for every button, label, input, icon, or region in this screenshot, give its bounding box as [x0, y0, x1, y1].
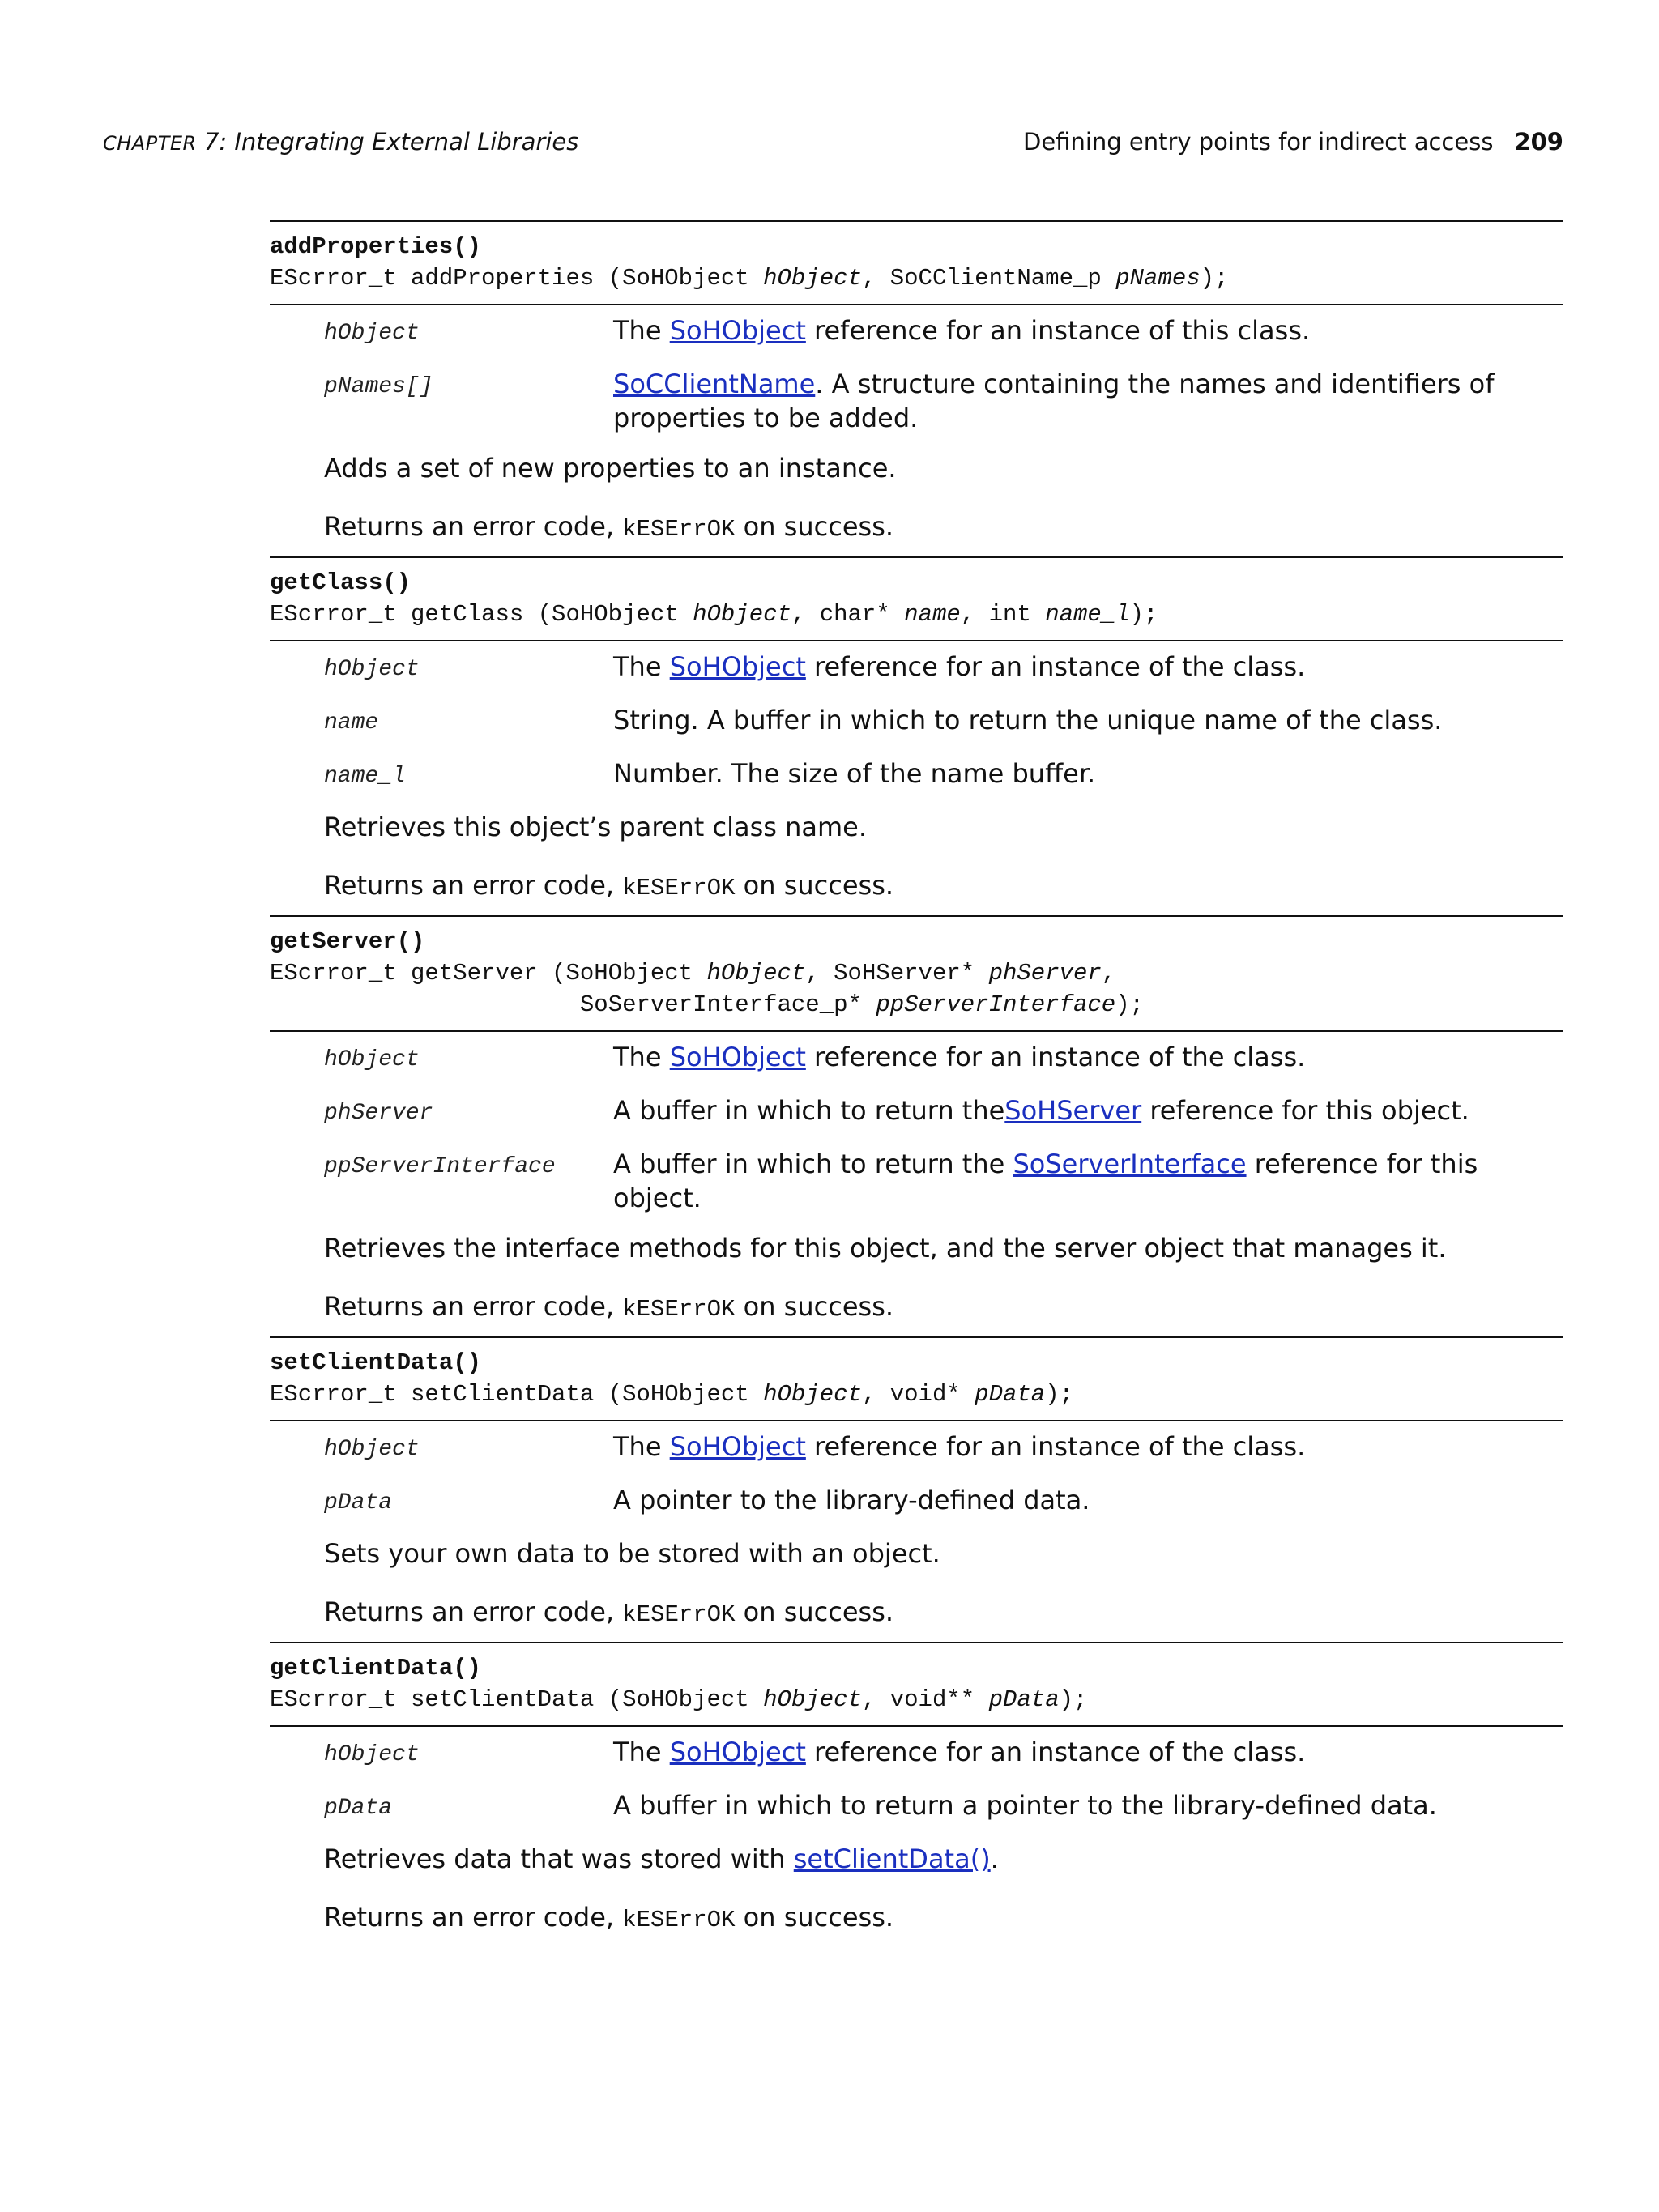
return-value: Returns an error code, kESErrOK on success. — [324, 1902, 894, 1933]
function-signature-line-2: SoServerInterface_p* ppServerInterface); — [270, 991, 1144, 1018]
api-entry-add-properties — [270, 220, 1563, 547]
param-name: pData — [324, 1490, 393, 1515]
param-desc: String. A buffer in which to return the unique name of the class. — [613, 705, 1443, 735]
parameter-list — [270, 1727, 1563, 1826]
signature-block — [270, 556, 1563, 641]
function-signature: EScrror_t addProperties (SoHObject hObject, SoCClientName_p pNames); — [270, 265, 1229, 292]
param-desc: A pointer to the library-defined data. — [613, 1485, 1090, 1515]
param-row — [324, 650, 1563, 687]
signature-block — [270, 220, 1563, 305]
running-header-section — [1023, 128, 1563, 156]
api-entry-get-server — [270, 915, 1563, 1327]
link-sohobject[interactable]: SoHObject — [669, 315, 806, 346]
return-value: Returns an error code, kESErrOK on success. — [324, 1596, 894, 1628]
param-desc: SoCClientName. A structure containing the names and identifiers of properties to be added. — [613, 369, 1495, 433]
function-description: Sets your own data to be stored with an object. — [324, 1538, 940, 1569]
api-entry-set-client-data — [270, 1336, 1563, 1632]
function-name: setClientData() — [270, 1349, 482, 1376]
page-content — [270, 220, 1563, 1947]
param-desc: The SoHObject reference for an instance of the class. — [613, 1431, 1306, 1462]
function-signature: EScrror_t setClientData (SoHObject hObject, void** pData); — [270, 1686, 1088, 1713]
signature-block — [270, 1642, 1563, 1727]
function-description: Retrieves data that was stored with setClientData(). — [324, 1843, 999, 1874]
running-header-chapter — [103, 128, 578, 156]
param-row — [324, 1735, 1563, 1772]
api-entry-get-client-data — [270, 1642, 1563, 1937]
param-row — [324, 367, 1563, 435]
function-name: getServer() — [270, 928, 425, 955]
chapter-label: CHAPTER — [103, 132, 197, 155]
param-name: hObject — [324, 1047, 420, 1072]
link-sohobject[interactable]: SoHObject — [669, 1737, 806, 1767]
param-name: ppServerInterface — [324, 1154, 556, 1179]
function-name: addProperties() — [270, 233, 482, 260]
param-name: hObject — [324, 1437, 420, 1462]
param-desc: A buffer in which to return the SoServerInterface reference for this object. — [613, 1149, 1478, 1213]
param-name: hObject — [324, 321, 420, 346]
function-name: getClientData() — [270, 1655, 482, 1681]
link-sohserver[interactable]: SoHServer — [1004, 1095, 1142, 1126]
link-sohobject[interactable]: SoHObject — [669, 1042, 806, 1072]
function-signature: EScrror_t getClass (SoHObject hObject, char* name, int name_l); — [270, 601, 1158, 628]
param-desc: A buffer in which to return a pointer to the library-defined data. — [613, 1790, 1437, 1821]
chapter-title: 7: Integrating External Libraries — [196, 128, 579, 156]
param-row — [324, 703, 1563, 740]
param-name: pNames[] — [324, 374, 433, 399]
parameter-list — [270, 1032, 1563, 1215]
return-value: Returns an error code, kESErrOK on success. — [324, 870, 894, 901]
param-desc: The SoHObject reference for an instance of the class. — [613, 651, 1306, 682]
param-desc: The SoHObject reference for an instance of the class. — [613, 1737, 1306, 1767]
page-number: 209 — [1514, 128, 1563, 156]
param-name: pData — [324, 1796, 393, 1821]
api-entry-get-class — [270, 556, 1563, 906]
param-name: hObject — [324, 1742, 420, 1767]
link-soserverinterface[interactable]: SoServerInterface — [1013, 1149, 1247, 1179]
function-description: Retrieves the interface methods for this object, and the server object that manages it. — [324, 1233, 1447, 1264]
param-row — [324, 1430, 1563, 1467]
section-title: Defining entry points for indirect access — [1023, 128, 1494, 156]
param-desc: A buffer in which to return theSoHServer reference for this object. — [613, 1095, 1469, 1126]
param-row — [324, 757, 1563, 794]
parameter-list — [270, 641, 1563, 794]
function-description: Adds a set of new properties to an instance. — [324, 453, 897, 484]
param-desc: The SoHObject reference for an instance of the class. — [613, 1042, 1306, 1072]
param-desc: Number. The size of the name buffer. — [613, 758, 1096, 789]
param-row — [324, 1093, 1563, 1131]
param-row — [324, 1483, 1563, 1520]
param-row — [324, 1040, 1563, 1077]
signature-block — [270, 1336, 1563, 1421]
param-row — [324, 1788, 1563, 1826]
parameter-list — [270, 305, 1563, 435]
param-row — [324, 313, 1563, 351]
function-signature: EScrror_t setClientData (SoHObject hObject, void* pData); — [270, 1381, 1073, 1408]
param-row — [324, 1147, 1563, 1215]
function-name: getClass() — [270, 569, 412, 596]
param-desc: The SoHObject reference for an instance of this class. — [613, 315, 1311, 346]
function-signature: EScrror_t getServer (SoHObject hObject, SoHServer* phServer, — [270, 960, 1116, 987]
return-value: Returns an error code, kESErrOK on success. — [324, 511, 894, 543]
link-setclientdata[interactable]: setClientData() — [793, 1843, 991, 1874]
param-name: phServer — [324, 1101, 433, 1126]
link-sohobject[interactable]: SoHObject — [669, 651, 806, 682]
link-sohobject[interactable]: SoHObject — [669, 1431, 806, 1462]
param-name: hObject — [324, 657, 420, 682]
signature-block — [270, 915, 1563, 1032]
return-value: Returns an error code, kESErrOK on success. — [324, 1291, 894, 1323]
function-description: Retrieves this object’s parent class name. — [324, 812, 868, 842]
param-name: name_l — [324, 764, 406, 789]
param-name: name — [324, 710, 379, 735]
parameter-list — [270, 1421, 1563, 1520]
link-socclientname[interactable]: SoCClientName — [613, 369, 816, 399]
